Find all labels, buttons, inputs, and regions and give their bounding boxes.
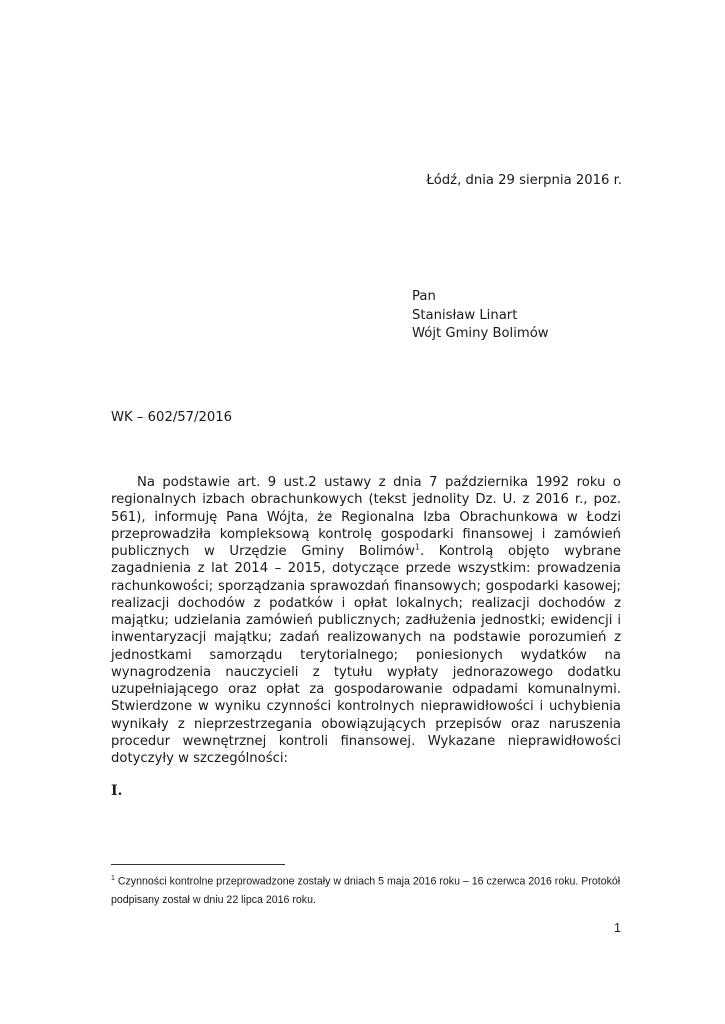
footnote-text: Czynności kontrolne przeprowadzone zostały w dniach 5 maja 2016 roku – 16 czerwca 2016 roku. Protokół podpisany został w dniu 22 lipca 2016 roku. — [111, 875, 621, 906]
section-heading: I. — [111, 783, 123, 799]
body-text-part1: Na podstawie art. 9 ust.2 ustawy z dnia 7 października 1992 roku o regionalnych izbach obrachunkowych (tekst jednolity Dz. U. z 2016 r., poz. 561), informuję Pana Wójta, że Regionalna Izba Obrachunkowa w Łodzi przeprowadziła kompleksową kontrolę gospodarki finansowej i zamówień publicznych w Urzędzie Gminy Bolimów — [111, 475, 621, 559]
reference-number: WK – 602/57/2016 — [111, 410, 233, 425]
body-text-part2: . Kontrolą objęto wybrane zagadnienia z lat 2014 – 2015, dotyczące przede wszystkim: prowadzenia rachunkowości; sporządzania sprawozdań finansowych; gospodarki kasowej; realizacji dochodów z podatków i opłat lokalnych; realizacji dochodów z majątku; udzielania zamówień publicznych; zadłużenia jednostki; ewidencji i inwentaryzacji majątku; zadań realizowanych na podstawie porozumień z jednostkami samorządu terytorialnego; poniesionych wydatków na wynagrodzenia nauczycieli z tytułu wypłaty jednorazowego dodatku uzupełniającego oraz opłat za gospodarowanie odpadami komunalnymi. Stwierdzone w wyniku czynności kontrolnych nieprawidłowości i uchybienia wynikały z nieprzestrzegania obowiązujących przepisów oraz naruszenia procedur wewnętrznej kontroli finansowej. Wykazane nieprawidłowości dotyczyły w szczególności: — [111, 544, 621, 766]
date-line: Łódź, dnia 29 sierpnia 2016 r. — [426, 173, 622, 188]
footnote — [111, 870, 625, 909]
page-number: 1 — [614, 921, 621, 935]
recipient-title: Wójt Gminy Bolimów — [412, 326, 549, 341]
recipient-salutation: Pan — [412, 289, 436, 304]
recipient-block — [412, 288, 549, 344]
footnote-divider — [111, 864, 285, 865]
recipient-name: Stanisław Linart — [412, 307, 518, 323]
footnote-reference: 1 — [414, 542, 420, 552]
footnote-number: 1 — [111, 875, 115, 882]
body-paragraph — [111, 474, 621, 767]
